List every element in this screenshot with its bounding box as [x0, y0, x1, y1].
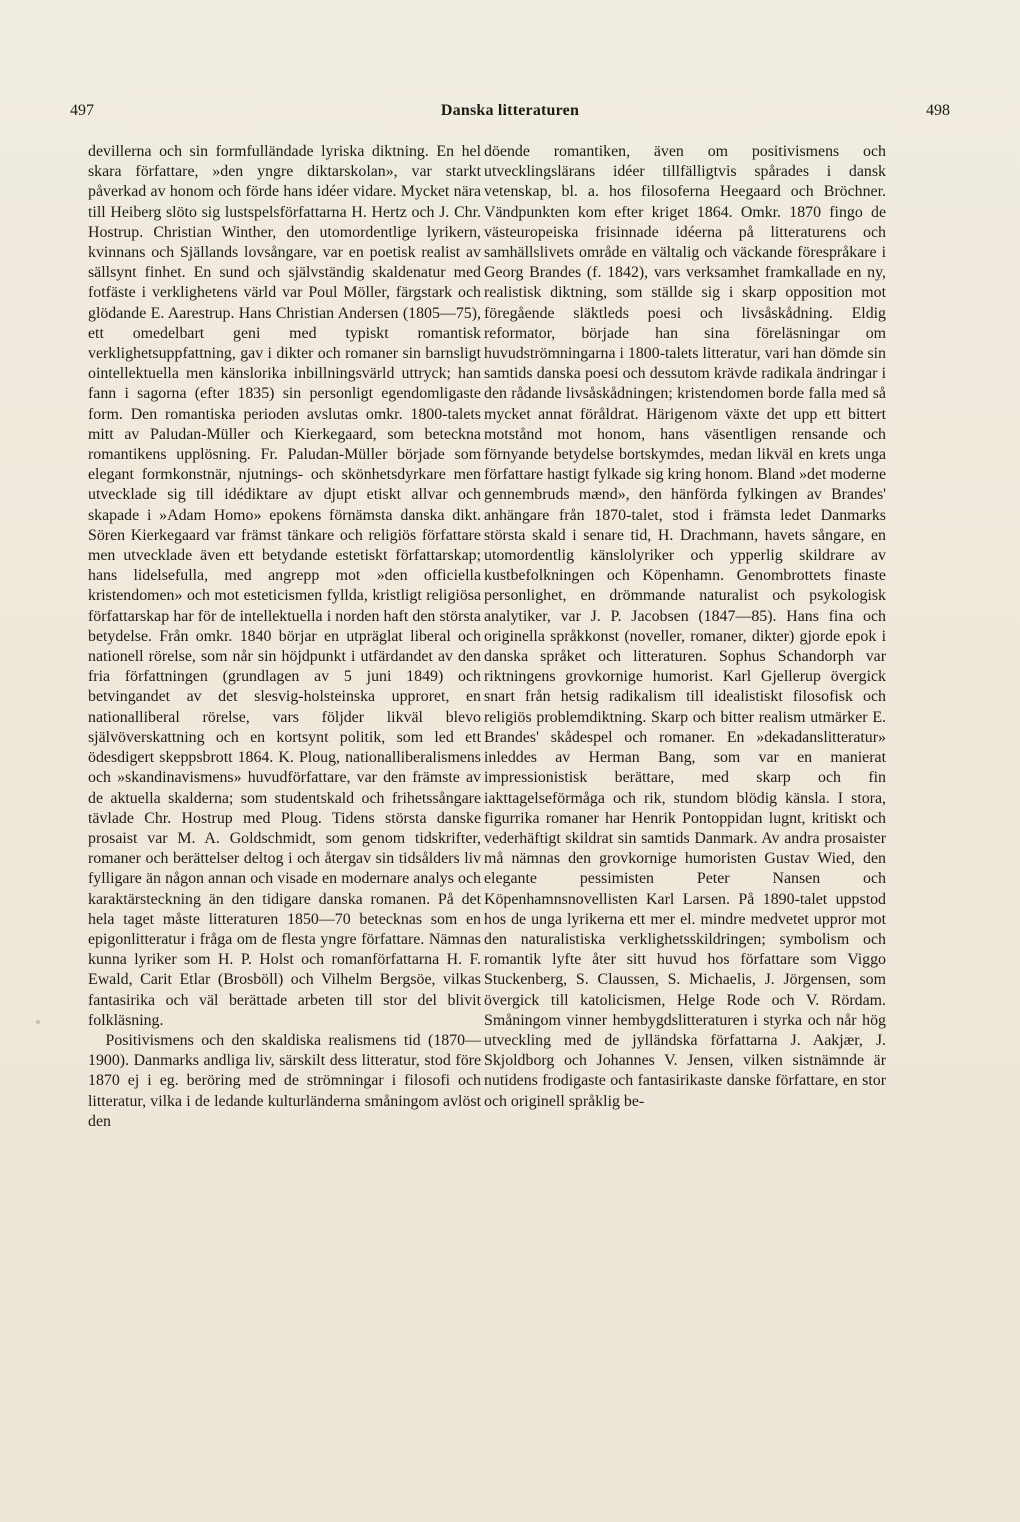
paragraph: döende romantiken, även om positivismens och utvecklingslärans idéer tillfälligtvis spårades i dansk vetenskap, bl. a. hos filosoferna Heegaard och Bröchner. Vändpunkten kom efter kriget 1864. Omkr. 1870 fingo de västeuropeiska frisinnade idéerna på litteraturens och samhällslivets område en vältalig och väckande förespråkare i Georg Brandes (f. 1842), vars verksamhet framkallade en ny, realistisk diktning, som ställde sig i skarp opposition mot föregående släktleds poesi och livsåskådning. Eldig reformator, började han sina föreläsningar om huvudströmningarna i 1800-talets litteratur, vari han dömde sin samtids danska poesi och dessutom krävde radikala ändringar i den rådande livsåskådningen; kristendomen borde falla med så mycket annat föråldrat. Härigenom växte det upp ett bittert motstånd mot honom, hans väsentligen rensande och förnyande betydelse bortskymdes, medan likväl en krets unga författare hastigt fylkade sig kring honom. Bland »det moderne gennembruds mænd», den hänförda fylkingen av Brandes' anhängare från 1870-talet, stod i främsta ledet Danmarks största skald i senare tid, H. Drachmann, havets sångare, en utomordentlig känslolyriker och ypperlig skildrare av kustbefolkningen och Köpenhamn. Genombrottets finaste personlighet, en drömmande naturalist och psykologisk analytiker, var J. P. Jacobsen (1847—85). Hans fina och originella språkkonst (noveller, romaner, dikter) gjorde epok i danska språket och litteraturen. Sophus Schandorph var riktningens grovkornige humorist. Karl Gjellerup övergick snart från hetsig radikalism till idealistiskt filosofisk och religiös problemdiktning. Skarp och bitter realism utmärker E. Brandes' skådespel och romaner. En »dekadanslitteratur» inleddes av Herman Bang, som var en manierat impressionistisk berättare, med skarp och fin iakttagelseförmåga och rik, stundom blödig känsla. I stora, figurrika romaner har Henrik Pontoppidan lugnt, kritiskt och vederhäftigt skildrat sin samtids Danmark. Av andra prosaister må nämnas den grovkornige humoristen Gustav Wied, den elegante pessimisten Peter Nansen och Köpenhamnsnovellisten Karl Larsen. På 1890-talet uppstod hos de unga lyrikerna ett mer el. mindre medvetet uppror mot den naturalistiska verklighetsskildringen; symbolism och romantik lyfte åter sitt huvud hos författare som Viggo Stuckenberg, S. Claussen, S. Michaelis, J. Jörgensen, som övergick till katolicismen, Helge Rode och V. Rördam. Småningom vinner hembygdslitteraturen i styrka och når hög utveckling med de jylländska författarna J. Aakjær, J. Skjoldborg och Johannes V. Jensen, vilken sistnämnde är nutidens frodigaste och fantasirikaste danske författare, en stor och originell språklig be-	[484, 143, 887, 1110]
text-column-left	[88, 142, 481, 1482]
page-number-left: 497	[70, 102, 94, 119]
running-title: Danska litteraturen	[440, 102, 580, 119]
page-number-right: 498	[926, 102, 950, 119]
text-column-right	[484, 142, 886, 1482]
paragraph: Positivismens och den skaldiska realismens tid (1870—1900). Danmarks andliga liv, särskilt dess litteratur, stod före 1870 ej i eg. beröring med de strömningar i filosofi och litteratur, vilka i de ledande kulturländerna småningom avlöst den	[88, 1031, 481, 1130]
paragraph: devillerna och sin formfulländade lyriska diktning. En hel skara författare, »den yngre diktarskolan», var starkt påverkad av honom och förde hans idéer vidare. Mycket nära till Heiberg slöto sig lustspelsförfattarna H. Hertz och J. Chr. Hostrup. Christian Winther, den utomordentlige lyrikern, kvinnans och Själlands lovsångare, var en poetisk realist av sällsynt finhet. En sund och självständig skaldenatur med fotfäste i verklighetens värld var Poul Möller, färgstark och glödande E. Aarestrup. Hans Christian Andersen (1805—75), ett omedelbart geni med typiskt romantisk verklighetsuppfattning, gav i dikter och romaner sin barnsligt ointellektuella men känslorika inbillningsvärld uttryck; han fann i sagorna (efter 1835) sin personligt egendomligaste form. Den romantiska perioden avslutas omkr. 1800-talets mitt av Paludan-Müller och Kierkegaard, som betecknа romantikens upplösning. Fr. Paludan-Müller började som elegant formkonstnär, njutnings- och skönhetsdyrkare men utvecklade sig till idédiktare av djupt etiskt allvar och skapade i »Adam Homo» epokens förnämsta danska dikt. Sören Kierkegaard var främst tänkare och religiös författare men utvecklade även ett betydande estetiskt författarskap; hans lidelsefulla, med angrepp mot »den officiella kristendomen» och mot esteticismen fyllda, kristligt religiösa författarskap har för de intellektuella i norden haft den största betydelse. Från omkr. 1840 börjar en utpräglat liberal och nationell rörelse, som når sin höjdpunkt i utfärdandet av den fria författningen (grundlagen av 5 juni 1849) och betvingandet av det slesvig-holsteinska upproret, en nationalliberal rörelse, vars följder likväl blevo självöverskattning och en kortsynt politik, som led ett ödesdigert skeppsbrott 1864. K. Ploug, nationalliberalismens och »skandinavismens» huvudförfattare, var den främste av de aktuella skalderna; som studentskald och frihetssångare tävlade Chr. Hostrup med Ploug. Tidens största danske prosaist var M. A. Goldschmidt, som genom tidskrifter, romaner och berättelser deltog i och återgav sin tidsålders liv fylligare än någon annan och visade en modernare analys och karaktärsteckning än den tidigare danska romanen. På det hela taget måste litteraturen 1850—70 betecknas som en epigonlitteratur i fråga om de flesta yngre författare. Nämnas kunna lyriker som H. P. Holst och romanförfattarna H. F. Ewald, Carit Etlar (Brosböll) och Vilhelm Bergsöe, vilkas fantasirika och väl berättade arbeten till stor del blivit folkläsning.	[88, 143, 481, 1029]
running-header	[70, 102, 950, 132]
paper-blemish	[36, 1020, 40, 1024]
